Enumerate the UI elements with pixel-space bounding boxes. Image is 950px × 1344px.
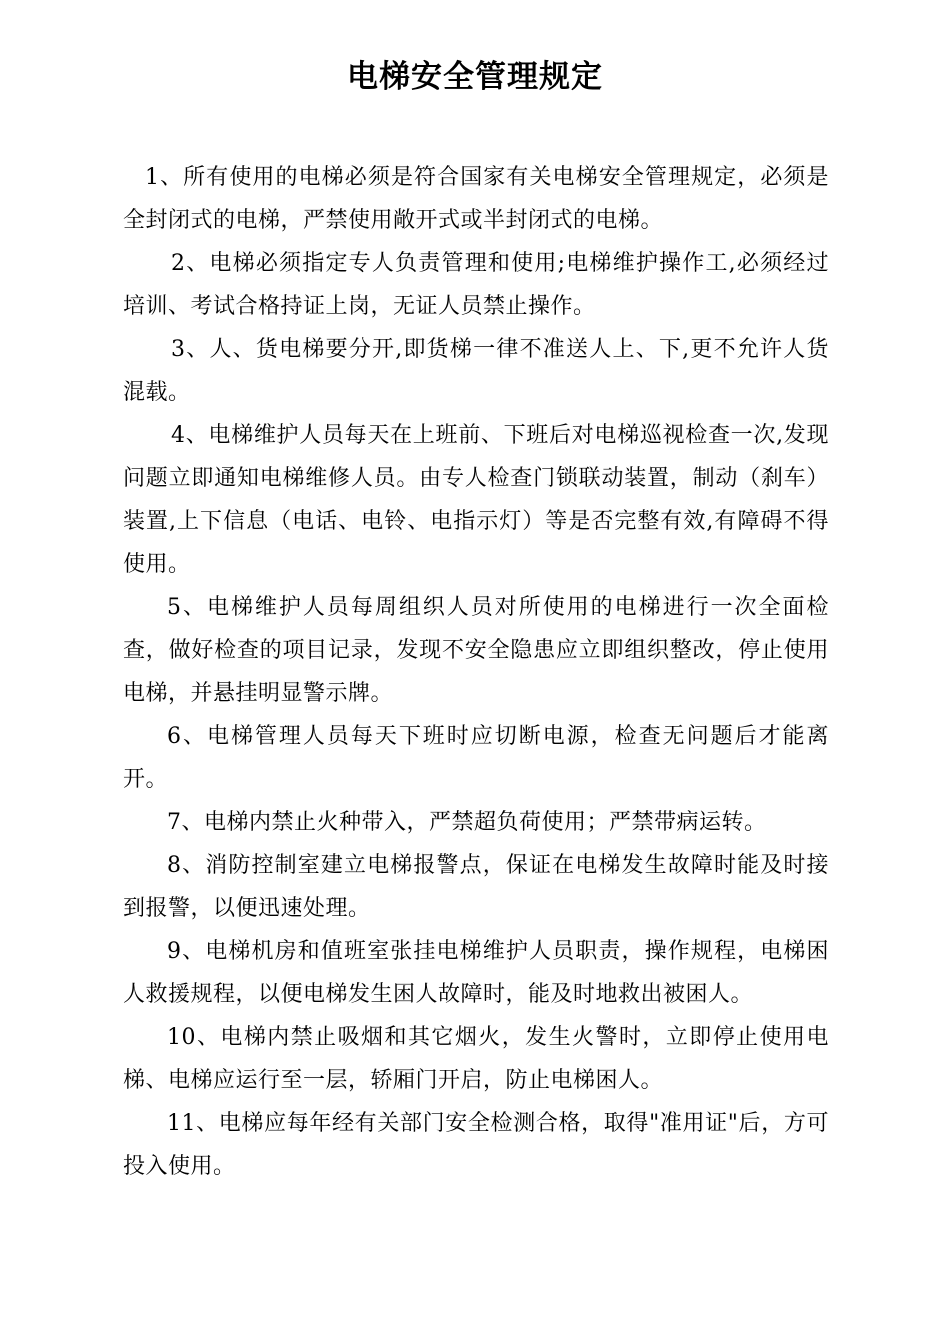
paragraph-10: 10、电梯内禁止吸烟和其它烟火，发生火警时，立即停止使用电梯、电梯应运行至一层，轿厢门开启，防止电梯困人。: [123, 1025, 829, 1093]
paragraph-3: 3、人、货电梯要分开,即货梯一律不准送人上、下,更不允许人货混载。: [123, 337, 829, 405]
paragraph-5: 5、电梯维护人员每周组织人员对所使用的电梯进行一次全面检查，做好检查的项目记录，发现不安全隐患应立即组织整改，停止使用电梯，并悬挂明显警示牌。: [123, 595, 829, 706]
paragraph-6: 6、电梯管理人员每天下班时应切断电源，检查无问题后才能离开。: [123, 724, 829, 792]
paragraph-7: 7、电梯内禁止火种带入，严禁超负荷使用；严禁带病运转。: [167, 810, 767, 835]
document-body: [123, 156, 829, 1188]
document-title: 电梯安全管理规定: [347, 59, 603, 95]
paragraph-8: 8、消防控制室建立电梯报警点，保证在电梯发生故障时能及时接到报警，以便迅速处理。: [123, 853, 829, 921]
paragraph-9: 9、电梯机房和值班室张挂电梯维护人员职责，操作规程，电梯困人救援规程，以便电梯发生困人故障时，能及时地救出被困人。: [123, 939, 829, 1007]
paragraph-4: 4、电梯维护人员每天在上班前、下班后对电梯巡视检查一次,发现问题立即通知电梯维修人员。由专人检查门锁联动装置，制动（刹车）装置,上下信息（电话、电铃、电指示灯）等是否完整有效,有障碍不得使用。: [123, 423, 829, 577]
paragraph-1: 1、所有使用的电梯必须是符合国家有关电梯安全管理规定，必须是全封闭式的电梯，严禁使用敞开式或半封闭式的电梯。: [123, 165, 829, 233]
paragraph-2: 2、电梯必须指定专人负责管理和使用;电梯维护操作工,必须经过培训、考试合格持证上岗，无证人员禁止操作。: [123, 251, 829, 319]
paragraph-11: 11、电梯应每年经有关部门安全检测合格，取得"准用证"后，方可投入使用。: [123, 1111, 829, 1179]
